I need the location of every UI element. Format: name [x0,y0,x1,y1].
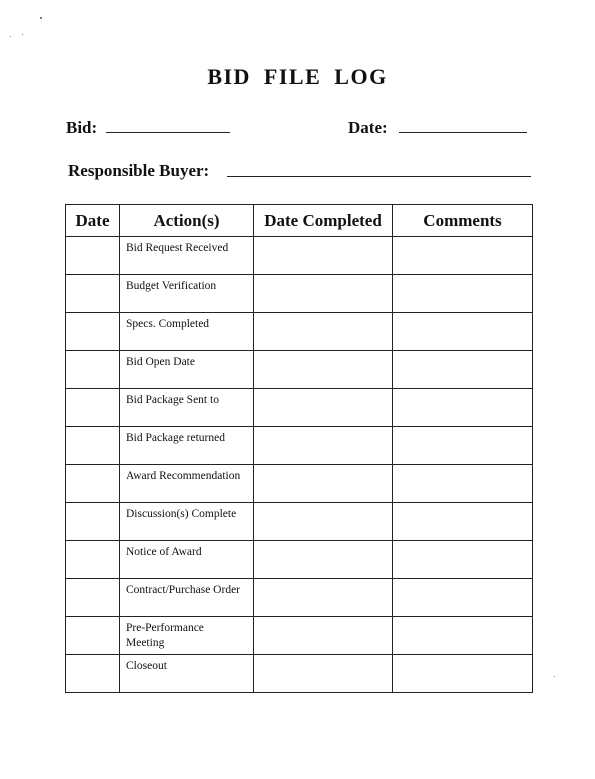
table-row [66,655,533,693]
table-row [66,579,533,617]
date-completed-cell[interactable] [254,579,393,617]
bid-field[interactable] [106,132,230,133]
date-cell[interactable] [66,351,120,389]
table-row [66,427,533,465]
comments-cell[interactable] [393,465,533,503]
date-completed-cell[interactable] [254,465,393,503]
action-cell: Specs. Completed [120,313,254,351]
date-completed-cell[interactable] [254,313,393,351]
action-cell: Award Recommendation [120,465,254,503]
scan-speck [22,34,23,35]
date-cell[interactable] [66,655,120,693]
date-cell[interactable] [66,237,120,275]
comments-cell[interactable] [393,275,533,313]
action-cell: Bid Request Received [120,237,254,275]
comments-cell[interactable] [393,579,533,617]
scan-speck [10,36,11,37]
table-row [66,275,533,313]
comments-cell[interactable] [393,617,533,655]
date-cell[interactable] [66,313,120,351]
date-completed-cell[interactable] [254,655,393,693]
column-header-actions: Action(s) [120,205,254,237]
action-cell: Bid Package Sent to [120,389,254,427]
action-cell: Notice of Award [120,541,254,579]
table-row [66,389,533,427]
action-cell: Budget Verification [120,275,254,313]
action-cell: Pre-Performance Meeting [120,617,254,655]
table-row [66,237,533,275]
responsible-buyer-field[interactable] [227,176,531,177]
date-cell[interactable] [66,427,120,465]
column-header-date: Date [66,205,120,237]
date-completed-cell[interactable] [254,503,393,541]
date-cell[interactable] [66,579,120,617]
table-row [66,541,533,579]
bid-log-table [65,204,533,693]
date-cell[interactable] [66,617,120,655]
table-header-row [66,205,533,237]
date-completed-cell[interactable] [254,617,393,655]
date-completed-cell[interactable] [254,275,393,313]
date-cell[interactable] [66,465,120,503]
table-row [66,351,533,389]
action-cell: Bid Open Date [120,351,254,389]
action-cell: Discussion(s) Complete [120,503,254,541]
table-row [66,465,533,503]
action-cell: Bid Package returned [120,427,254,465]
date-field[interactable] [399,132,527,133]
comments-cell[interactable] [393,541,533,579]
comments-cell[interactable] [393,237,533,275]
table-row [66,617,533,655]
date-cell[interactable] [66,389,120,427]
action-cell: Closeout [120,655,254,693]
table-row [66,313,533,351]
date-label: Date: [348,118,388,137]
scan-speck [554,676,555,677]
date-completed-cell[interactable] [254,541,393,579]
column-header-date-completed: Date Completed [254,205,393,237]
date-completed-cell[interactable] [254,351,393,389]
comments-cell[interactable] [393,503,533,541]
comments-cell[interactable] [393,351,533,389]
table-row [66,503,533,541]
page-title: BID FILE LOG [207,64,388,89]
date-completed-cell[interactable] [254,427,393,465]
action-cell: Contract/Purchase Order [120,579,254,617]
comments-cell[interactable] [393,427,533,465]
date-cell[interactable] [66,541,120,579]
column-header-comments: Comments [393,205,533,237]
comments-cell[interactable] [393,313,533,351]
date-completed-cell[interactable] [254,389,393,427]
responsible-buyer-label: Responsible Buyer: [68,161,210,180]
comments-cell[interactable] [393,655,533,693]
comments-cell[interactable] [393,389,533,427]
date-cell[interactable] [66,275,120,313]
bid-label: Bid: [66,118,98,137]
scan-speck [40,17,42,19]
date-completed-cell[interactable] [254,237,393,275]
date-cell[interactable] [66,503,120,541]
